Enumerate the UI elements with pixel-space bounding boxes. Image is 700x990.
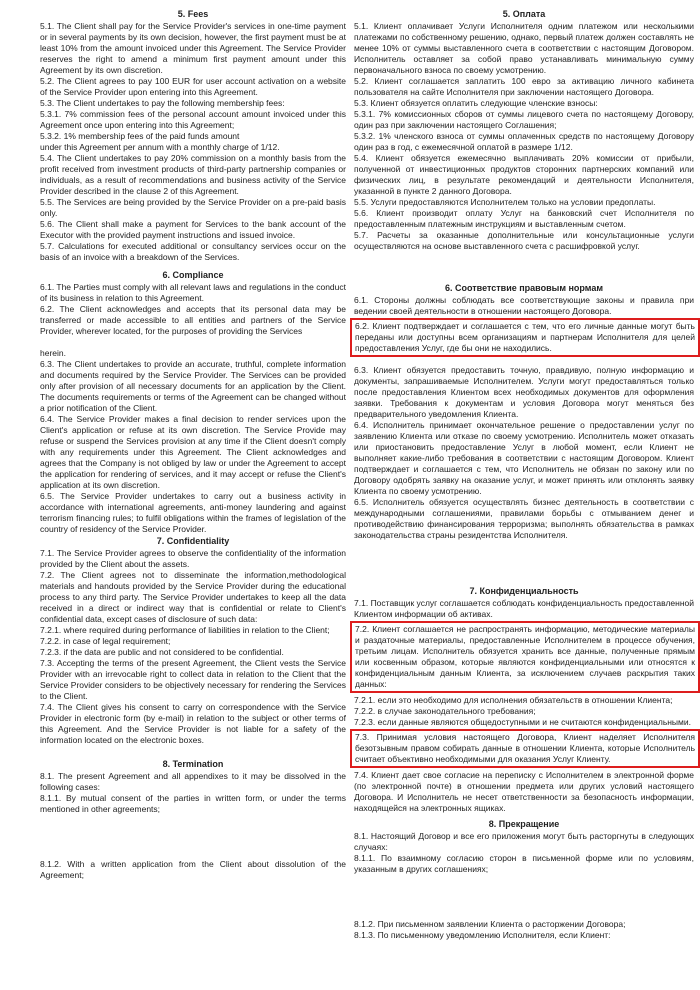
paragraph: 7.2.3. if the data are public and not considered to be confidential. [40,647,284,657]
paragraph: 5.3. The Client undertakes to pay the following membership fees: [40,98,285,108]
paragraph: 6.5. The Service Provider undertakes to carry out a business activity in accordance with international agreements, anti-money laundering and against terrorism financing rules; to fulfil obligations within the frames of legislation of the country of residency of the Service Provider. [40,491,346,534]
highlighted-paragraph: 7.2. Клиент соглашается не распространять информацию, методические материалы и раздаточные материалы, предоставленные Исполнителем в процессе обучения, третьим лицам. Исполнитель обязуется хранить все данные, полученные прямым или косвенным образом, которые являются конфиденциальными или относятся к конфиденциальным данным Клиента, за исключением случаев раскрытия таких данных: [350,621,700,693]
paragraph: under this Agreement per annum with a monthly charge of 1/12. [40,142,280,152]
paragraph: 8.1.2. При письменном заявлении Клиента о расторжении Договора; [354,919,626,929]
section-heading: 5. Fees [177,9,209,19]
paragraph: 7.2. The Client agrees not to disseminate the information,methodological materials and handouts provided by the Service Provider during the educational process to any third party. The Service Provider undertakes to keep all the data received in a direct or indirect way that is confidential or relate to Client's confidential data, except cases of disclosure of such data: [40,570,346,624]
paragraph: 5.7. Расчеты за оказанные дополнительные или консультационные услуги осуществляются на основе выставленного счета с расшифровкой услуг. [354,230,694,251]
paragraph: 7.3. Accepting the terms of the present Agreement, the Client vests the Service Provider with an irrevocable right to collect data in relation to the Client that the Service Provider considers to be objectively necessary for rendering the Services to the Client. [40,658,346,701]
paragraph: 7.4. Клиент дает свое согласие на переписку с Исполнителем в электронной форме (по электронной почте) в отношении предмета или других условий настоящего Договора. И Исполнитель не несет ответственности за безопасность информации, находящейся на электронных ящиках. [354,770,694,813]
paragraph: 8.1.1. По взаимному согласию сторон в письменной форме или по условиям, указанным в других соглашениях; [354,853,694,874]
paragraph: 5.4. Клиент обязуется ежемесячно выплачивать 20% комиссии от прибыли, полученной от инвестиционных продуктов сторонних партнерских компаний или физических лиц, в результате рекомендаций и деятельности Исполнителя, указанной в пункте 2 данного Договора. [354,153,694,196]
paragraph: 5.1. Клиент оплачивает Услуги Исполнителя одним платежом или несколькими платежами по собственному решению, однако, первый платеж должен составлять не менее 10% от суммы выставленного счета в соответствии с настоящим Договором. Исполнитель оставляет за собой право устанавливать минимальную сумму первоначального взноса по своему усмотрению. [354,21,694,75]
paragraph: 7.4. The Client gives his consent to carry on correspondence with the Service Provider in electronic form (by e-mail) in relation to the subject or other terms of this Agreement. And the Service Provider is not liable for a safety of the information located on the electronic boxes. [40,702,346,745]
section-heading: 6. Compliance [162,270,224,280]
section-heading: 8. Termination [162,759,224,769]
paragraph: 6.3. The Client undertakes to provide an accurate, truthful, complete information and documents required by the Service Provider. The Services can be provided only after provision of all necessary documents for an application by the Client. The documents requirements or terms of the Agreement can be changed without a prior notification of the Client. [40,359,346,413]
paragraph: 6.4. The Service Provider makes a final decision to render services upon the Client's application or refuse at its own discretion. The Service Provide may refuse or suspend the Services provision at any time if the Client doesn't comply with any requirements under this Agreement. The Client acknowledges and agrees that the Company is not obliged by law or under the Agreement to accept the application for rendering of services, and it may accept or refuse the Client's application at its own discretion. [40,414,346,490]
paragraph: 7.2.2. в случае законодательного требования; [354,706,536,716]
paragraph: 5.2. Клиент соглашается заплатить 100 евро за активацию личного кабинета пользователя на сайте Исполнителя при заключении настоящего Договора. [354,76,694,97]
paragraph: 6.5. Исполнитель обязуется осуществлять бизнес деятельность в соответствии с международными соглашениями, правилами борьбы с отмыванием денег и противодействию финансирования терроризма; выполнять обязательства в рамках законодательства страны резидентства Исполнителя. [354,497,694,540]
paragraph: 5.6. Клиент производит оплату Услуг на банковский счет Исполнителя по предоставленным платежным инструкциям и выставленным счетом. [354,208,694,229]
paragraph: 5.6. The Client shall make a payment for Services to the bank account of the Executor with the provided payment instructions and issued invoice. [40,219,346,240]
english-column [40,8,346,881]
section-heading: 7. Конфиденциальность [469,586,579,596]
paragraph: 6.2. The Client acknowledges and accepts that its personal data may be transferred or made accessible to all entities and partners of the Service Provider, wherever located, for the purposes of providing the Services [40,304,346,336]
section-heading: 7. Confidentiality [156,536,230,546]
paragraph: 5.3.1. 7% комиссионных сборов от суммы лицевого счета по настоящему Договору, один раз при заключении настоящего Соглашения; [354,109,694,130]
paragraph: 7.1. The Service Provider agrees to observe the confidentiality of the information provided by the Client about the assets. [40,548,346,569]
paragraph: 5.4. The Client undertakes to pay 20% commission on a monthly basis from the profit received from investment products of third-party partnership companies or individuals, as a result of recommendations and business activity of the Service Provider described in the clause 2 of this Agreement. [40,153,346,196]
paragraph: herein. [40,348,66,358]
highlighted-paragraph: 7.3. Принимая условия настоящего Договора, Клиент наделяет Исполнителя безотзывным правом собирать данные в отношении Клиента, которые Исполнитель считает объективно необходимыми для оказания Услуг Клиенту. [350,729,700,768]
paragraph: 7.2.1. where required during performance of liabilities in relation to the Client; [40,625,330,635]
paragraph: 8.1.1. By mutual consent of the parties in written form, or under the terms mentioned in other agreements; [40,793,346,814]
section-heading: 5. Оплата [502,9,546,19]
paragraph: 5.3. Клиент обязуется оплатить следующие членские взносы: [354,98,598,108]
paragraph: 6.4. Исполнитель принимает окончательное решение о предоставлении услуг по заявлению Клиента или отказе по своему усмотрению. Исполнитель может отказать или приостановить предоставление Услуг в любой момент, если Клиент не выполняет какие-либо требования в соответствии с настоящим Договором. Клиент подтверждает и соглашается с тем, что Исполнитель не обязан по закону или по Договору одобрять заявку на оказание услуг, и может принять или отклонять заявку Клиента по своему усмотрению. [354,420,694,496]
paragraph: 5.2. The Client agrees to pay 100 EUR for user account activation on a website of the Service Provider upon entering into this Agreement. [40,76,346,97]
russian-column [354,8,694,941]
paragraph: 7.1. Поставщик услуг соглашается соблюдать конфиденциальность предоставленной Клиентом информации об активах. [354,598,694,619]
paragraph: 8.1.3. По письменному уведомлению Исполнителя, если Клиент: [354,930,611,940]
paragraph: 6.1. Стороны должны соблюдать все соответствующие законы и правила при ведении своей деятельности в отношении настоящего Договора. [354,295,694,316]
paragraph: 7.2.1. если это необходимо для исполнения обязательств в отношении Клиента; [354,695,673,705]
section-heading: 8. Прекращение [488,819,560,829]
paragraph: 5.1. The Client shall pay for the Service Provider's services in one-time payment or in several payments by its own decision, however, the first payment must be at least 10% from the amount invoiced under this Agreement. The Service Provider reserves the right to amend a minimum first payment amount under this Agreement by its own discretion. [40,21,346,75]
paragraph: 5.7. Calculations for executed additional or consultancy services occur on the basis of an invoice with a breakdown of the Services. [40,241,346,262]
paragraph: 8.1.2. With a written application from the Client about dissolution of the Agreement; [40,859,346,880]
paragraph: 5.3.2. 1% членского взноса от суммы оплаченных средств по настоящему Договору один раз в год, с ежемесячной оплатой в размере 1/12. [354,131,694,152]
paragraph: 5.3.1. 7% commission fees of the personal account amount invoiced under this Agreement once upon entering into this Agreement; [40,109,346,130]
section-heading: 6. Соответствие правовым нормам [444,283,603,293]
highlighted-paragraph: 6.2. Клиент подтверждает и соглашается с тем, что его личные данные могут быть переданы или доступны всем организациям и партнерам Исполнителя для целей предоставления Услуг, где бы они не находились. [350,318,700,357]
paragraph: 5.3.2. 1% membership fees of the paid funds amount [40,131,240,141]
paragraph: 8.1. The present Agreement and all appendixes to it may be dissolved in the following cases: [40,771,346,792]
paragraph: 7.2.2. in case of legal requirement; [40,636,171,646]
paragraph: 5.5. Услуги предоставляются Исполнителем только на условии предоплаты. [354,197,656,207]
paragraph: 5.5. The Services are being provided by the Service Provider on a pre-paid basis only. [40,197,346,218]
paragraph: 6.1. The Parties must comply with all relevant laws and regulations in the conduct of its business in relation to this Agreement. [40,282,346,303]
paragraph: 8.1. Настоящий Договор и все его приложения могут быть расторгнуты в следующих случаях: [354,831,694,852]
paragraph: 6.3. Клиент обязуется предоставить точную, правдивую, полную информацию и документы, запрашиваемые Исполнителем. Услуги могут предоставляться только после предоставления Клиентом всех необходимых документов для оформления заявки. Требования к документам и условия Договора могут меняться без предварительного уведомления Клиента. [354,365,694,419]
paragraph: 7.2.3. если данные являются общедоступными и не считаются конфиденциальными. [354,717,691,727]
